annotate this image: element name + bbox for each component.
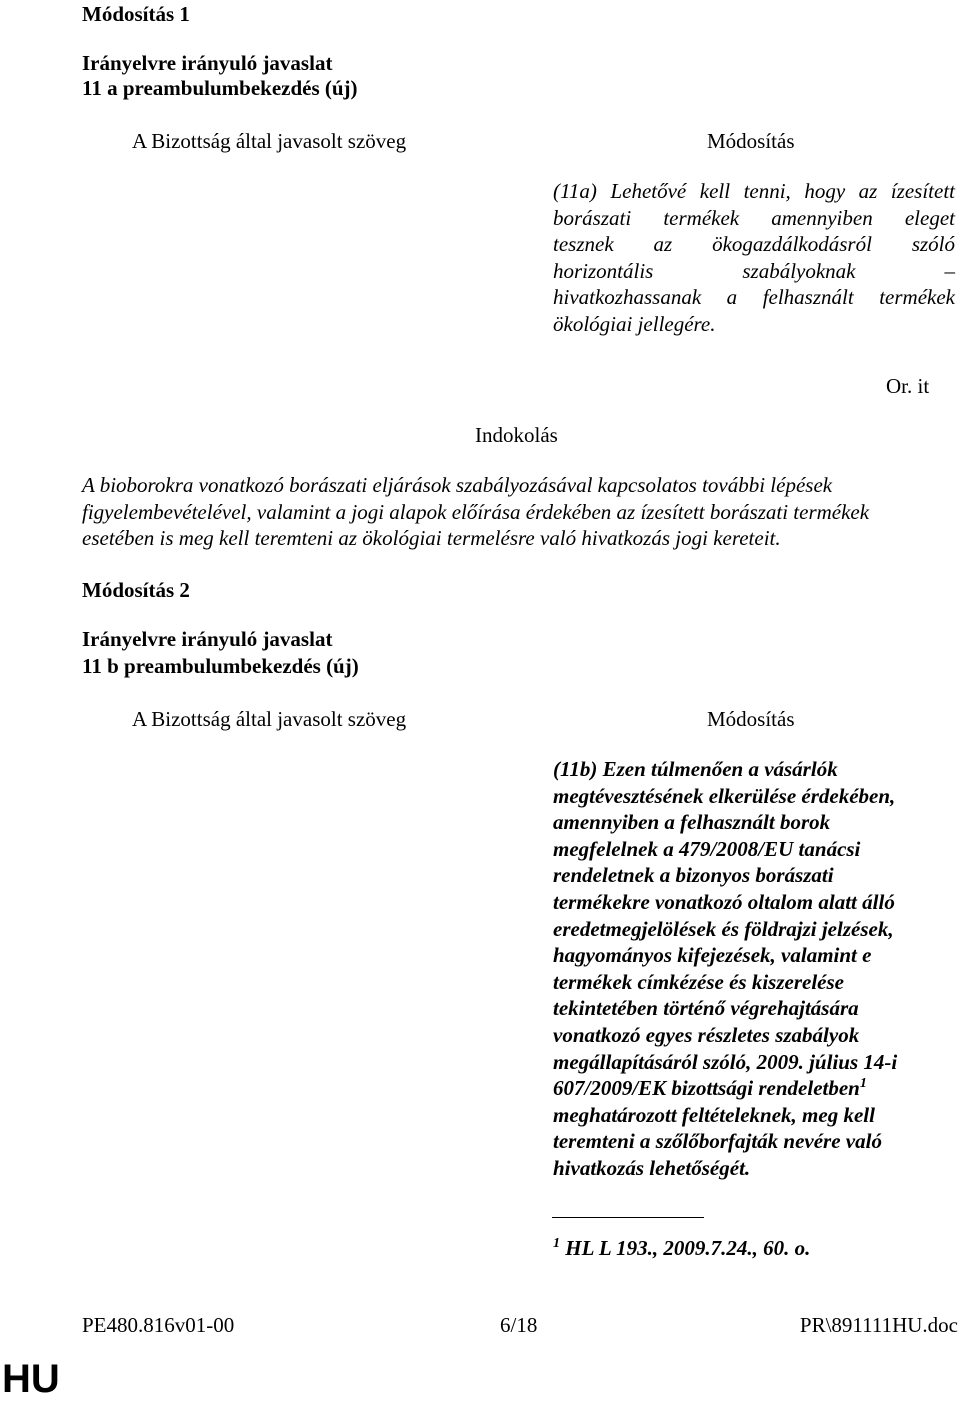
text-line: (11b) Ezen túlmenően a vásárlók bbox=[553, 757, 838, 781]
amendment-2-type: Irányelvre irányuló javaslat bbox=[82, 627, 333, 651]
text-line: megállapításáról szóló, 2009. július 14-i bbox=[553, 1049, 898, 1074]
footer-page-number: 6/18 bbox=[500, 1313, 538, 1337]
text-line: termékek címkézése és kiszerelése bbox=[553, 969, 844, 994]
text-line: figyelembevételével, valamint a jogi alapok előírása érdekében az ízesített borászati termékek bbox=[82, 499, 870, 524]
text-line: termékekre vonatkozó oltalom alatt álló bbox=[553, 889, 895, 914]
text-line: borászati termékek amennyiben eleget bbox=[553, 205, 955, 230]
text-line: amennyiben a felhasznált borok bbox=[553, 810, 831, 835]
text-line: teremteni a szőlőborfajták nevére való bbox=[553, 1129, 882, 1154]
amendment-1-text bbox=[553, 178, 955, 337]
text-line: ökológiai jellegére. bbox=[553, 311, 716, 336]
justification-text bbox=[82, 472, 869, 552]
text-line: megtévesztésének elkerülése érdekében, bbox=[553, 783, 896, 808]
original-language: Or. it bbox=[886, 374, 930, 398]
amendment-2-commission-text-heading: A Bizottság által javasolt szöveg bbox=[132, 707, 407, 731]
text-line: hivatkozás lehetőségét. bbox=[553, 1155, 751, 1180]
text-line: tekintetében történő végrehajtására bbox=[553, 996, 859, 1021]
footnote-separator bbox=[552, 1217, 704, 1218]
footer-doc-ref: PE480.816v01-00 bbox=[82, 1313, 235, 1337]
text-line: horizontális szabályoknak – bbox=[553, 258, 955, 283]
footnote-reference[interactable]: 1 bbox=[859, 1076, 867, 1092]
text-line: 607/2009/EK bizottsági rendeletben$^1$ bbox=[553, 1076, 867, 1101]
text-line: hagyományos kifejezések, valamint e bbox=[553, 943, 872, 968]
footer-file-name: PR\891111HU.doc bbox=[799, 1313, 958, 1337]
amendment-1-amendment-heading: Módosítás bbox=[707, 129, 795, 153]
footnote bbox=[553, 1236, 810, 1261]
amendment-1-type: Irányelvre irányuló javaslat bbox=[82, 51, 333, 75]
text-line: vonatkozó egyes részletes szabályok bbox=[553, 1022, 860, 1047]
footer-language-code: HU bbox=[2, 1357, 60, 1401]
amendment-2-recital: 11 b preambulumbekezdés (új) bbox=[82, 654, 359, 678]
amendment-1-commission-text-heading: A Bizottság által javasolt szöveg bbox=[132, 129, 407, 153]
text-line: (11a) Lehetővé kell tenni, hogy az ízesített bbox=[553, 179, 955, 203]
amendment-1-recital: 11 a preambulumbekezdés (új) bbox=[82, 76, 358, 100]
amendment-1-number: Módosítás 1 bbox=[82, 2, 190, 26]
text-line: tesznek az ökogazdálkodásról szóló bbox=[553, 232, 955, 256]
text-line: eredetmegjelölések és földrajzi jelzések, bbox=[553, 916, 894, 941]
amendment-2-text bbox=[553, 756, 897, 1182]
text-line: hivatkozhassanak a felhasznált termékek bbox=[553, 285, 955, 309]
text-line: megfelelnek a 479/2008/EU tanácsi bbox=[553, 836, 861, 861]
footnote-marker: 1 bbox=[553, 1236, 560, 1251]
amendment-2-amendment-heading: Módosítás bbox=[707, 707, 795, 731]
text-line: rendeletnek a bizonyos borászati bbox=[553, 863, 834, 888]
footnote-text: HL L 193., 2009.7.24., 60. o. bbox=[565, 1236, 811, 1260]
text-line: meghatározott feltételeknek, meg kell bbox=[553, 1102, 875, 1127]
amendment-2-number: Módosítás 2 bbox=[82, 578, 190, 602]
justification-heading: Indokolás bbox=[475, 423, 558, 447]
text-line: A bioborokra vonatkozó borászati eljárások szabályozásával kapcsolatos további lépések bbox=[82, 473, 833, 497]
text-line: esetében is meg kell teremteni az ökológiai termelésre való hivatkozás jogi kereteit. bbox=[82, 526, 781, 551]
